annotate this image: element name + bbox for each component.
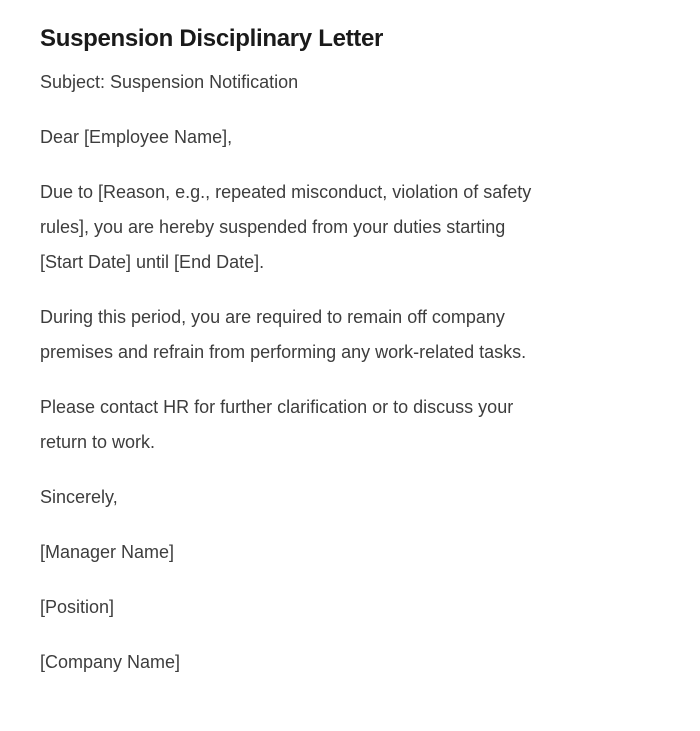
text-line: Please contact HR for further clarification or to discuss your [40, 397, 514, 417]
text-line: Dear [Employee Name], [40, 127, 233, 147]
text-line: rules], you are hereby suspended from your duties starting [40, 217, 506, 237]
paragraph-company-name [40, 645, 670, 680]
text-line: During this period, you are required to remain off company [40, 307, 505, 327]
paragraph-manager-name [40, 535, 670, 570]
text-line: [Company Name] [40, 652, 181, 672]
paragraph-closing [40, 480, 670, 515]
text-line: [Position] [40, 597, 115, 617]
paragraph-position [40, 590, 670, 625]
paragraph-restrictions [40, 300, 670, 370]
page-title: Suspension Disciplinary Letter [40, 25, 384, 52]
text-line: return to work. [40, 432, 156, 452]
paragraph-subject [40, 65, 670, 100]
paragraph-contact [40, 390, 670, 460]
paragraph-reason [40, 175, 670, 280]
text-line: Due to [Reason, e.g., repeated misconduct, violation of safety [40, 182, 532, 202]
text-line: [Start Date] until [End Date]. [40, 252, 265, 272]
text-line: Sincerely, [40, 487, 118, 507]
text-line: [Manager Name] [40, 542, 175, 562]
text-line: Subject: Suspension Notification [40, 72, 299, 92]
text-line: premises and refrain from performing any work-related tasks. [40, 342, 527, 362]
paragraph-salutation [40, 120, 670, 155]
